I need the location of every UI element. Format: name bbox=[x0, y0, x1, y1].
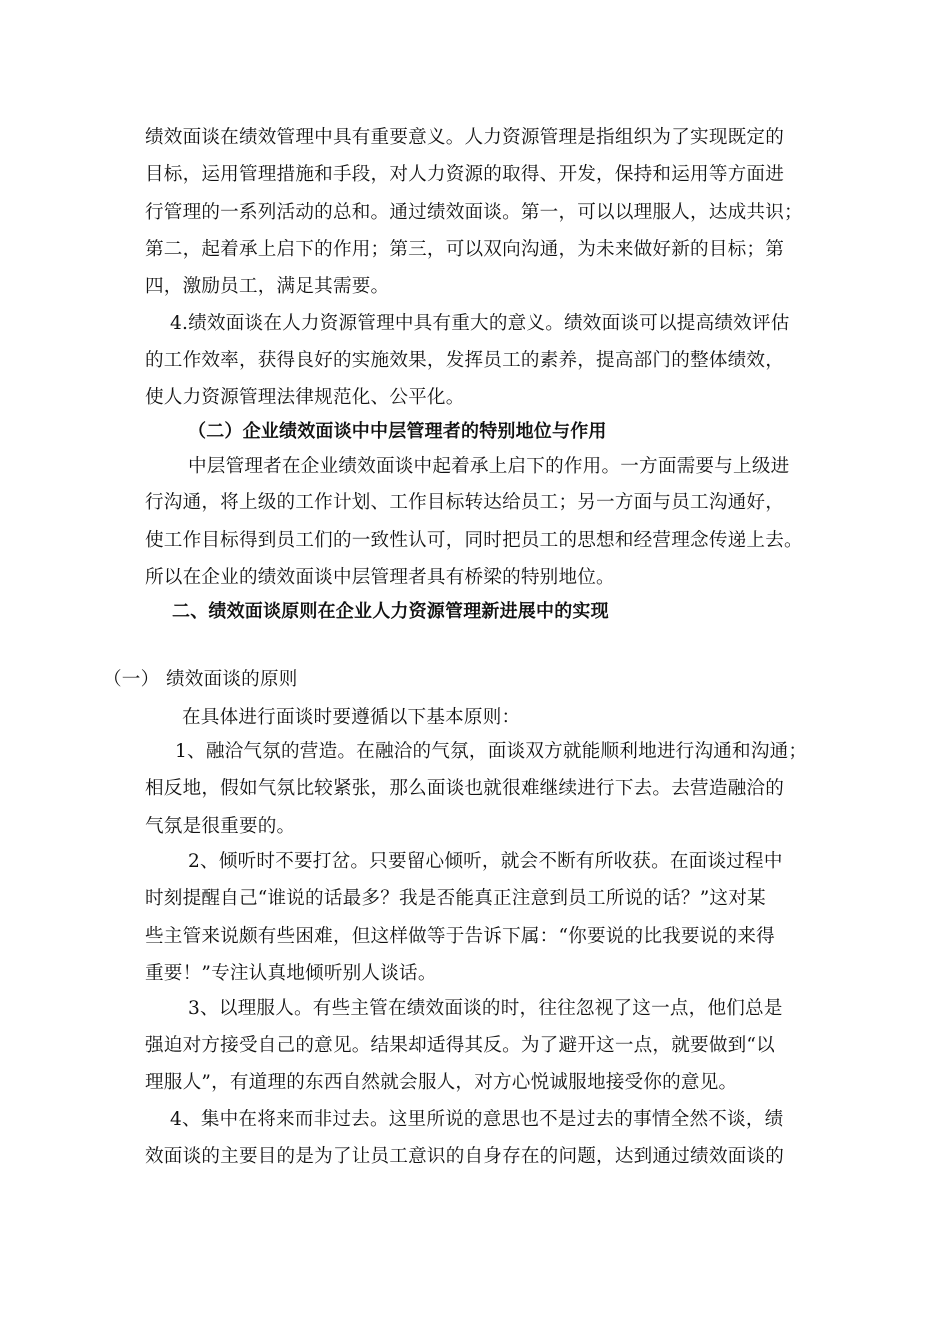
p2-line-3: 使人力资源管理法律规范化、公平化。 bbox=[145, 387, 465, 408]
p4-line-2: 相反地，假如气氛比较紧张，那么面谈也就很难继续进行下去。去营造融洽的 bbox=[145, 778, 784, 799]
p4-line-3: 气氛是很重要的。 bbox=[145, 816, 296, 837]
intro-line: 在具体进行面谈时要遵循以下基本原则： bbox=[182, 707, 521, 728]
p3-line-3: 使工作目标得到员工们的一致性认可，同时把员工的思想和经营理念传递上去。 bbox=[145, 530, 803, 551]
p6-line-3: 理服人”，有道理的东西自然就会服人，对方心悦诚服地接受你的意见。 bbox=[145, 1072, 738, 1093]
p1-line-3: 行管理的一系列活动的总和。通过绩效面谈。第一，可以以理服人，达成共识； bbox=[145, 202, 803, 223]
p6-line-2: 强迫对方接受自己的意见。结果却适得其反。为了避开这一点，就要做到“以 bbox=[145, 1035, 775, 1056]
p1-line-1: 绩效面谈在绩效管理中具有重要意义。人力资源管理是指组织为了实现既定的 bbox=[145, 127, 784, 148]
p3-line-2: 行沟通，将上级的工作计划、工作目标转达给员工；另一方面与员工沟通好， bbox=[145, 492, 784, 513]
subheading-2: （二）企业绩效面谈中中层管理者的特别地位与作用 bbox=[188, 421, 607, 442]
p2-line-2: 的工作效率，获得良好的实施效果，发挥员工的素养，提高部门的整体绩效， bbox=[145, 350, 784, 371]
section-heading-2: 二、绩效面谈原则在企业人力资源管理新进展中的实现 bbox=[172, 601, 609, 622]
p3-line-4: 所以在企业的绩效面谈中层管理者具有桥梁的特别地位。 bbox=[145, 567, 615, 588]
p7-line-1: 4、集中在将来而非过去。这里所说的意思也不是过去的事情全然不谈，绩 bbox=[170, 1109, 784, 1130]
p5-line-1: 2、倾听时不要打岔。只要留心倾听，就会不断有所收获。在面谈过程中 bbox=[188, 851, 783, 872]
p1-line-5: 四，激励员工，满足其需要。 bbox=[145, 276, 390, 297]
subheading-1-number: （一） bbox=[103, 669, 160, 690]
p5-line-2: 时刻提醒自己“谁说的话最多？我是否能真正注意到员工所说的话？”这对某 bbox=[145, 888, 766, 909]
p4-line-1: 1、融洽气氛的营造。在融洽的气氛，面谈双方就能顺利地进行沟通和沟通； bbox=[175, 741, 808, 762]
p1-line-4: 第二，起着承上启下的作用；第三，可以双向沟通，为未来做好新的目标；第 bbox=[145, 239, 784, 260]
p3-line-1: 中层管理者在企业绩效面谈中起着承上启下的作用。一方面需要与上级进 bbox=[188, 456, 790, 477]
p2-line-1: 4.绩效面谈在人力资源管理中具有重大的意义。绩效面谈可以提高绩效评估 bbox=[170, 313, 790, 334]
p1-line-2: 目标，运用管理措施和手段，对人力资源的取得、开发，保持和运用等方面进 bbox=[145, 164, 784, 185]
p5-line-4: 重要！”专注认真地倾听别人谈话。 bbox=[145, 963, 437, 984]
p5-line-3: 些主管来说颇有些困难，但这样做等于告诉下属：“你要说的比我要说的来得 bbox=[145, 926, 775, 947]
subheading-1-text: 绩效面谈的原则 bbox=[166, 669, 298, 690]
p7-line-2: 效面谈的主要目的是为了让员工意识的自身存在的问题，达到通过绩效面谈的 bbox=[145, 1146, 784, 1167]
p6-line-1: 3、以理服人。有些主管在绩效面谈的时，往往忽视了这一点，他们总是 bbox=[188, 998, 783, 1019]
